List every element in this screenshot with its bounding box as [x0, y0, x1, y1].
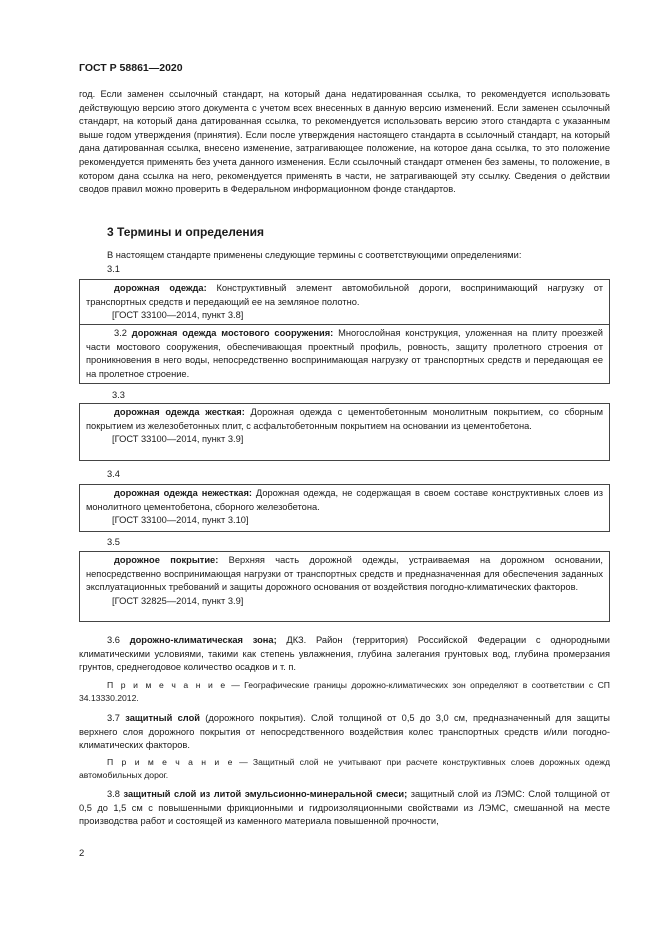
- term-name: защитный слой: [125, 713, 200, 723]
- term-number: 3.8: [107, 789, 120, 799]
- term-name: дорожное покрытие:: [114, 555, 219, 565]
- term-box-3-2: [79, 325, 610, 384]
- term-number-3-5: 3.5: [107, 537, 120, 547]
- term-reference-3-5: [ГОСТ 32825—2014, пункт 3.9]: [112, 595, 244, 606]
- term-number-3-1: 3.1: [107, 264, 120, 274]
- term-reference-3-4: [ГОСТ 33100—2014, пункт 3.10]: [112, 515, 249, 526]
- section-lead: [79, 249, 610, 263]
- term-number: 3.2: [114, 328, 127, 338]
- note-text: — Географические границы дорожно-климатических зон определяют в соответствии с СП 34.13330.2012.: [79, 680, 610, 703]
- note-label: П р и м е ч а н и е: [107, 680, 227, 690]
- term-text: ДКЗ. Район (территория) Российской Федерации с однородными климатическими условиями, такими как степень увлажнения, глубина залегания грунтовых вод, глубина промерзания грунтов, среднегодовое количество осадков и т. п.: [79, 635, 610, 673]
- term-definition-3-2: [86, 327, 603, 381]
- term-reference-3-3: [ГОСТ 33100—2014, пункт 3.9]: [112, 434, 244, 445]
- term-3-7: [79, 712, 610, 753]
- term-name: дорожная одежда мостового сооружения:: [131, 328, 334, 338]
- term-reference-3-1: [ГОСТ 33100—2014, пункт 3.8]: [112, 310, 244, 321]
- term-name: дорожно-климатическая зона;: [129, 635, 277, 645]
- term-text: Конструктивный элемент автомобильной дороги, воспринимающий нагрузку от транспортных средств и передающий ее на земляное полотно.: [86, 283, 603, 307]
- term-box-3-5: [79, 551, 610, 622]
- note-3-6: [79, 679, 610, 705]
- term-definition-3-6: [79, 634, 610, 675]
- section-lead-text: В настоящем стандарте применены следующие термины с соответствующими определениями:: [107, 250, 522, 260]
- term-name: дорожная одежда нежесткая:: [114, 488, 252, 498]
- term-text: Верхняя часть дорожной одежды, устраиваемая на дорожном основании, непосредственно воспринимающая нагрузки от транспортных средств и предназначенная для обеспечения заданных эксплуатационных требований и защиты дорожного основания от воздействия погодно-климатических факторов.: [86, 555, 603, 593]
- note-3-7: [79, 756, 610, 782]
- page-number: 2: [79, 848, 85, 859]
- section-title: 3 Термины и определения: [107, 225, 265, 239]
- term-3-8: [79, 788, 610, 829]
- intro-paragraph: год. Если заменен ссылочный стандарт, на который дана недатированная ссылка, то рекомендуется использовать действующую версию этого документа с учетом всех внесенных в данную версию изменений. Если заменен ссылочный стандарт, на который дана датированная ссылка, то рекомендуется использовать версию этого стандарта с указанным выше годом утверждения (принятия). Если после утверждения настоящего стандарта в ссылочный стандарт, на который дана датированная ссылка, внесено изменение, затрагивающее положение, на которое дана ссылка, то это положение рекомендуется применять без учета данного изменения. Если ссылочный стандарт отменен без замены, то положение, в котором дана ссылка на него, рекомендуется применять в части, не затрагивающей эту ссылку. Сведения о действии сводов правил можно проверить в Федеральном информационном фонде стандартов.: [79, 89, 610, 195]
- term-number: 3.7: [107, 713, 120, 723]
- term-box-3-4: [79, 484, 610, 532]
- term-definition-3-3: [86, 406, 603, 433]
- term-text: Дорожная одежда с цементобетонным монолитным покрытием, со сборным покрытием из железобетонных плит, с асфальтобетонным покрытием на основании из цементобетона.: [86, 407, 603, 431]
- term-definition-3-7: [79, 712, 610, 753]
- term-text: Дорожная одежда, не содержащая в своем составе конструктивных слоев из монолитного цементобетона, сборного железобетона.: [86, 488, 603, 512]
- term-name: дорожная одежда:: [114, 283, 207, 293]
- term-3-6: [79, 634, 610, 675]
- document-header: ГОСТ Р 58861—2020: [79, 62, 183, 74]
- term-definition-3-5: [86, 554, 603, 595]
- term-text: Многослойная конструкция, уложенная на плиту проезжей части мостового сооружения, обеспечивающая проектный профиль, ровность, защиту пролетного строения от проникновения в него воды, непосредственно воспринимающая нагрузку от транспортных средств и передающая ее на пролетное строение.: [86, 328, 603, 379]
- term-name: защитный слой из литой эмульсионно-минеральной смеси;: [123, 789, 408, 799]
- term-box-3-3: [79, 403, 610, 461]
- term-name: дорожная одежда жесткая:: [114, 407, 245, 417]
- term-definition-3-4: [86, 487, 603, 514]
- term-box-3-1: [79, 279, 610, 325]
- term-number-3-3: 3.3: [112, 390, 125, 400]
- term-definition-3-1: [86, 282, 603, 309]
- note-text: — Защитный слой не учитывают при расчете конструктивных слоев дорожных одежд автомобильных дорог.: [79, 757, 610, 780]
- term-number-3-4: 3.4: [107, 469, 120, 479]
- term-number: 3.6: [107, 635, 120, 645]
- term-text: (дорожного покрытия). Слой толщиной от 0,5 до 3,0 см, предназначенный для защиты верхнего слоя дорожного покрытия от непосредственного воздействия колес транспортных средств и/или погодно-климатических факторов.: [79, 713, 610, 751]
- term-definition-3-8: [79, 788, 610, 829]
- note-label: П р и м е ч а н и е: [107, 757, 234, 767]
- term-text: защитный слой из ЛЭМС: Слой толщиной от 0,5 до 1,5 см с повышенными фрикционными и гидроизоляционными свойствами из ЛЭМС, смешанной на месте производства работ и состоящей из каменного материала повышенной прочности,: [79, 789, 610, 827]
